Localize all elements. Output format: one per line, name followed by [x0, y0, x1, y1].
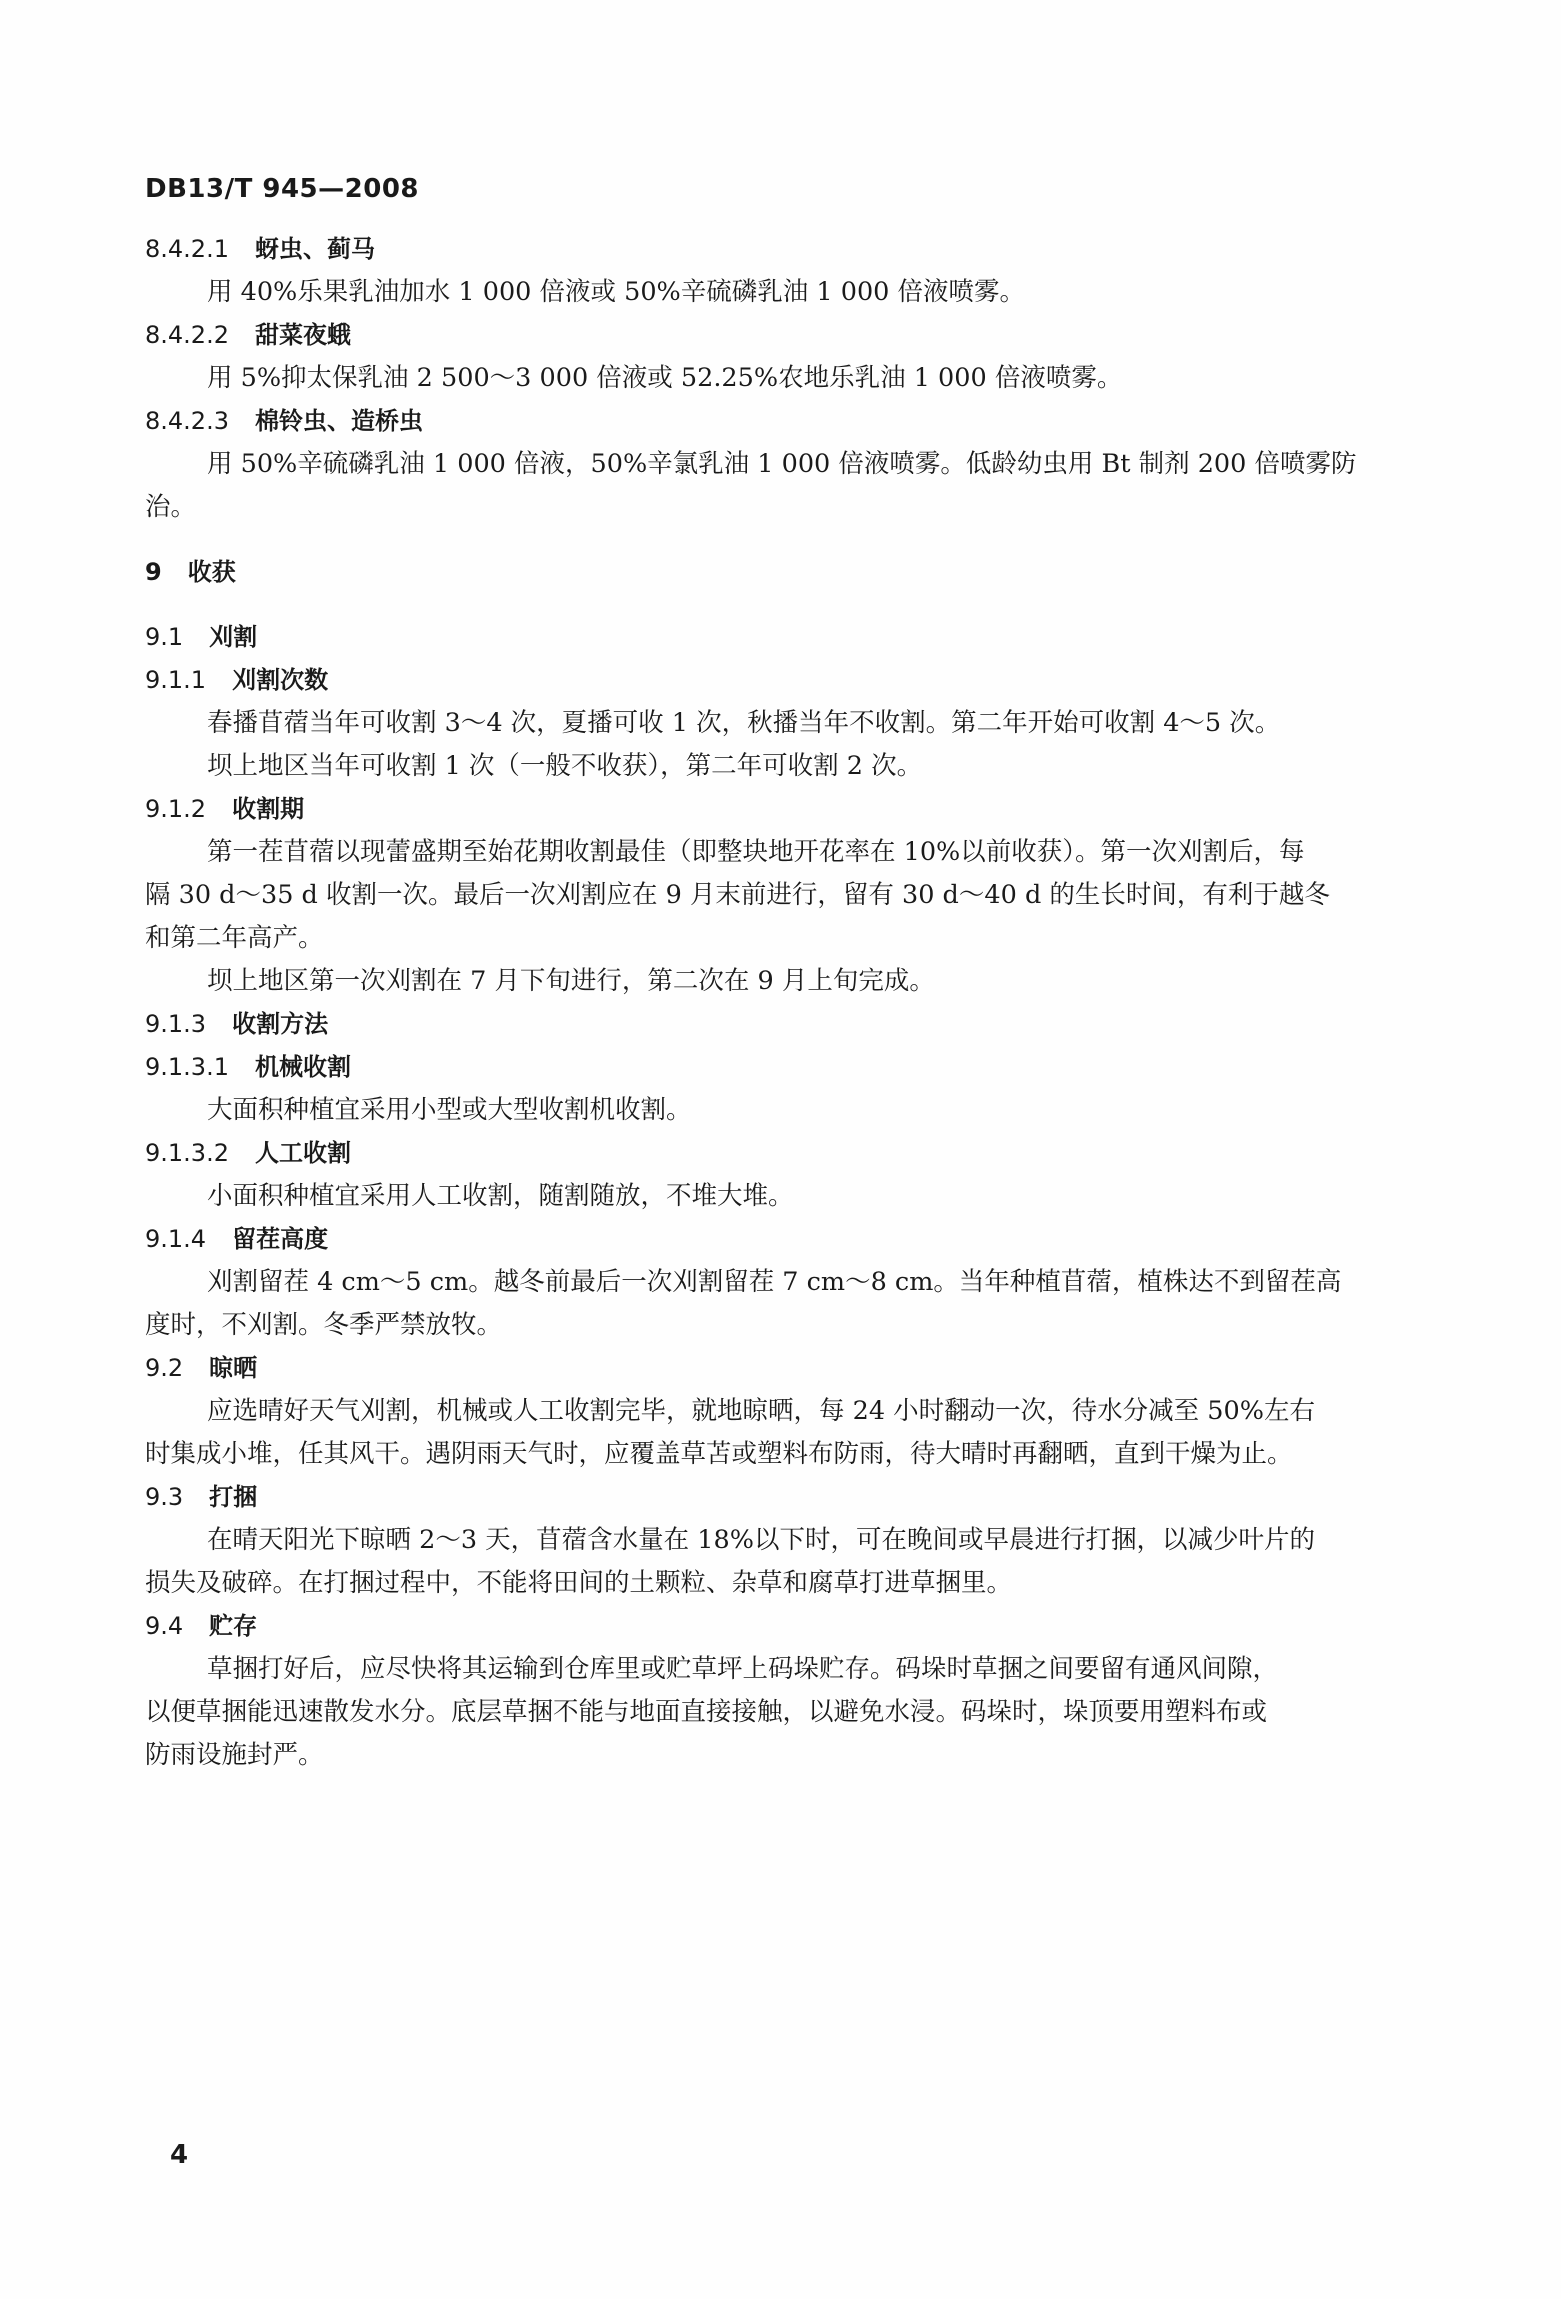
page-number: 4 [170, 2140, 189, 2170]
paragraph-continuation: 时集成小堆，任其风干。遇阴雨天气时，应覆盖草苫或塑料布防雨，待大晴时再翻晒，直到干燥为止。 [145, 1439, 1293, 1469]
section-number: 9.4 [145, 1612, 184, 1640]
paragraph-continuation: 损失及破碎。在打捆过程中，不能将田间的土颗粒、杂草和腐草打进草捆里。 [145, 1568, 1013, 1598]
paragraph-continuation: 治。 [145, 492, 197, 522]
section-title: 甜菜夜蛾 [254, 321, 351, 349]
section-spacer [145, 594, 1445, 616]
paragraph-continuation: 防雨设施封严。 [145, 1740, 324, 1770]
section-heading [145, 1218, 1445, 1261]
section-heading [145, 400, 1445, 443]
section-heading [145, 1347, 1445, 1390]
section-title: 打捆 [209, 1483, 258, 1511]
section-title: 留茬高度 [232, 1225, 329, 1253]
paragraph-line: 应选晴好天气刈割，机械或人工收割完毕，就地晾晒，每 24 小时翻动一次，待水分减至 50%左右 [207, 1396, 1315, 1426]
section-number: 9.1.3 [145, 1010, 207, 1038]
section-heading [145, 616, 1445, 659]
section-title: 晾晒 [209, 1354, 258, 1382]
section-title: 收割方法 [232, 1010, 329, 1038]
section-title: 刈割 [209, 623, 258, 651]
standard-code-header: DB13/T 945—2008 [145, 174, 419, 204]
paragraph-line: 用 40%乐果乳油加水 1 000 倍液或 50%辛硫磷乳油 1 000 倍液喷雾。 [207, 277, 1025, 307]
paragraph-continuation: 和第二年高产。 [145, 923, 324, 953]
paragraph-continuation: 以便草捆能迅速散发水分。底层草捆不能与地面直接接触，以避免水浸。码垛时，垛顶要用塑料布或 [145, 1697, 1268, 1727]
section-number: 9.1.3.1 [145, 1053, 229, 1081]
section-spacer [145, 529, 1445, 551]
section-title: 贮存 [209, 1612, 258, 1640]
section-number: 9.1.4 [145, 1225, 207, 1253]
section-title: 机械收割 [254, 1053, 351, 1081]
section-heading [145, 1476, 1445, 1519]
section-number: 8.4.2.2 [145, 321, 229, 349]
paragraph-line: 刈割留茬 4 cm～5 cm。越冬前最后一次刈割留茬 7 cm～8 cm。当年种植苜蓿，植株达不到留茬高 [207, 1267, 1342, 1297]
section-number: 9.1.3.2 [145, 1139, 229, 1167]
section-heading [145, 1605, 1445, 1648]
section-number: 9.3 [145, 1483, 184, 1511]
paragraph-line: 用 5%抑太保乳油 2 500～3 000 倍液或 52.25%农地乐乳油 1 000 倍液喷雾。 [207, 363, 1123, 393]
paragraph-line: 坝上地区第一次刈割在 7 月下旬进行，第二次在 9 月上旬完成。 [207, 966, 935, 996]
paragraph-continuation: 隔 30 d～35 d 收割一次。最后一次刈割应在 9 月末前进行，留有 30 d～40 d 的生长时间，有利于越冬 [145, 880, 1330, 910]
section-title: 刈割次数 [232, 666, 329, 694]
section-heading [145, 788, 1445, 831]
section-number: 9.2 [145, 1354, 184, 1382]
paragraph-line: 在晴天阳光下晾晒 2～3 天，苜蓿含水量在 18%以下时，可在晚间或早晨进行打捆，以减少叶片的 [207, 1525, 1315, 1555]
section-number: 9.1.2 [145, 795, 207, 823]
paragraph-continuation: 度时，不刈割。冬季严禁放牧。 [145, 1310, 503, 1340]
section-title: 收割期 [232, 795, 305, 823]
section-heading [145, 228, 1445, 271]
paragraph-line: 草捆打好后，应尽快将其运输到仓库里或贮草坪上码垛贮存。码垛时草捆之间要留有通风间隙， [207, 1654, 1279, 1684]
section-number: 8.4.2.3 [145, 407, 229, 435]
section-title: 棉铃虫、造桥虫 [254, 407, 423, 435]
section-title: 收获 [187, 558, 236, 586]
section-heading [145, 659, 1445, 702]
section-heading [145, 1046, 1445, 1089]
paragraph-line: 用 50%辛硫磷乳油 1 000 倍液，50%辛氯乳油 1 000 倍液喷雾。低龄幼虫用 Bt 制剂 200 倍喷雾防 [207, 449, 1357, 479]
paragraph-line: 第一茬苜蓿以现蕾盛期至始花期收割最佳（即整块地开花率在 10%以前收获）。第一次刈割后，每 [207, 837, 1305, 867]
section-number: 9 [145, 558, 162, 586]
section-number: 9.1.1 [145, 666, 207, 694]
section-heading [145, 551, 1445, 594]
section-number: 9.1 [145, 623, 184, 651]
section-heading [145, 1003, 1445, 1046]
paragraph-line: 坝上地区当年可收割 1 次（一般不收获），第二年可收割 2 次。 [207, 751, 923, 781]
paragraph-line: 小面积种植宜采用人工收割，随割随放，不堆大堆。 [207, 1181, 794, 1211]
section-heading [145, 1132, 1445, 1175]
section-number: 8.4.2.1 [145, 235, 229, 263]
document-body [145, 228, 1445, 1777]
section-heading [145, 314, 1445, 357]
section-title: 人工收割 [254, 1139, 351, 1167]
section-title: 蚜虫、蓟马 [254, 235, 375, 263]
paragraph-line: 大面积种植宜采用小型或大型收割机收割。 [207, 1095, 692, 1125]
paragraph-line: 春播苜蓿当年可收割 3～4 次，夏播可收 1 次，秋播当年不收割。第二年开始可收割 4～5 次。 [207, 708, 1281, 738]
